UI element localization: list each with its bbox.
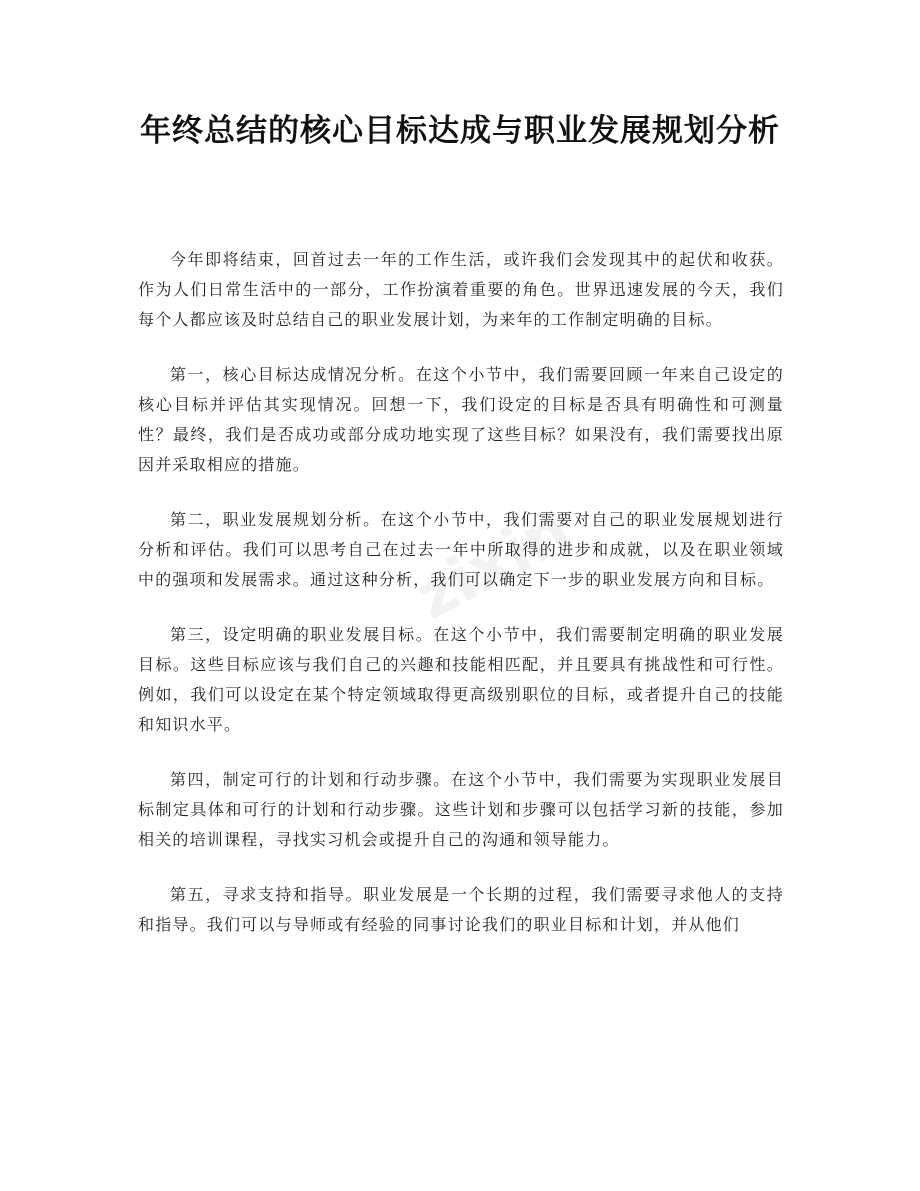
paragraph-intro: 今年即将结束，回首过去一年的工作生活，或许我们会发现其中的起伏和收获。作为人们日常生活中的一部分，工作扮演着重要的角色。世界迅速发展的今天，我们每个人都应该及时总结自己的职业发展计划，为来年的工作制定明确的目标。	[138, 250, 784, 329]
watermark: zixin	[403, 492, 582, 634]
paragraph-first: 第一，核心目标达成情况分析。在这个小节中，我们需要回顾一年来自己设定的核心目标并评估其实现情况。回想一下，我们设定的目标是否具有明确性和可测量性？最终，我们是否成功或部分成功地实现了这些目标？如果没有，我们需要找出原因并采取相应的措施。	[138, 365, 784, 474]
paragraph-third: 第三，设定明确的职业发展目标。在这个小节中，我们需要制定明确的职业发展目标。这些目标应该与我们自己的兴趣和技能相匹配，并且要具有挑战性和可行性。例如，我们可以设定在某个特定领域取得更高级别职位的目标，或者提升自己的技能和知识水平。	[138, 625, 784, 734]
paragraph-fourth: 第四，制定可行的计划和行动步骤。在这个小节中，我们需要为实现职业发展目标制定具体和可行的计划和行动步骤。这些计划和步骤可以包括学习新的技能，参加相关的培训课程，寻找实习机会或提升自己的沟通和领导能力。	[138, 770, 784, 849]
paragraph-second: 第二，职业发展规划分析。在这个小节中，我们需要对自己的职业发展规划进行分析和评估。我们可以思考自己在过去一年中所取得的进步和成就，以及在职业领域中的强项和发展需求。通过这种分析，我们可以确定下一步的职业发展方向和目标。	[138, 510, 784, 589]
document-body	[138, 245, 784, 965]
paragraph-fifth: 第五，寻求支持和指导。职业发展是一个长期的过程，我们需要寻求他人的支持和指导。我们可以与导师或有经验的同事讨论我们的职业目标和计划，并从他们	[138, 885, 784, 934]
document-title: 年终总结的核心目标达成与职业发展规划分析	[140, 113, 780, 149]
